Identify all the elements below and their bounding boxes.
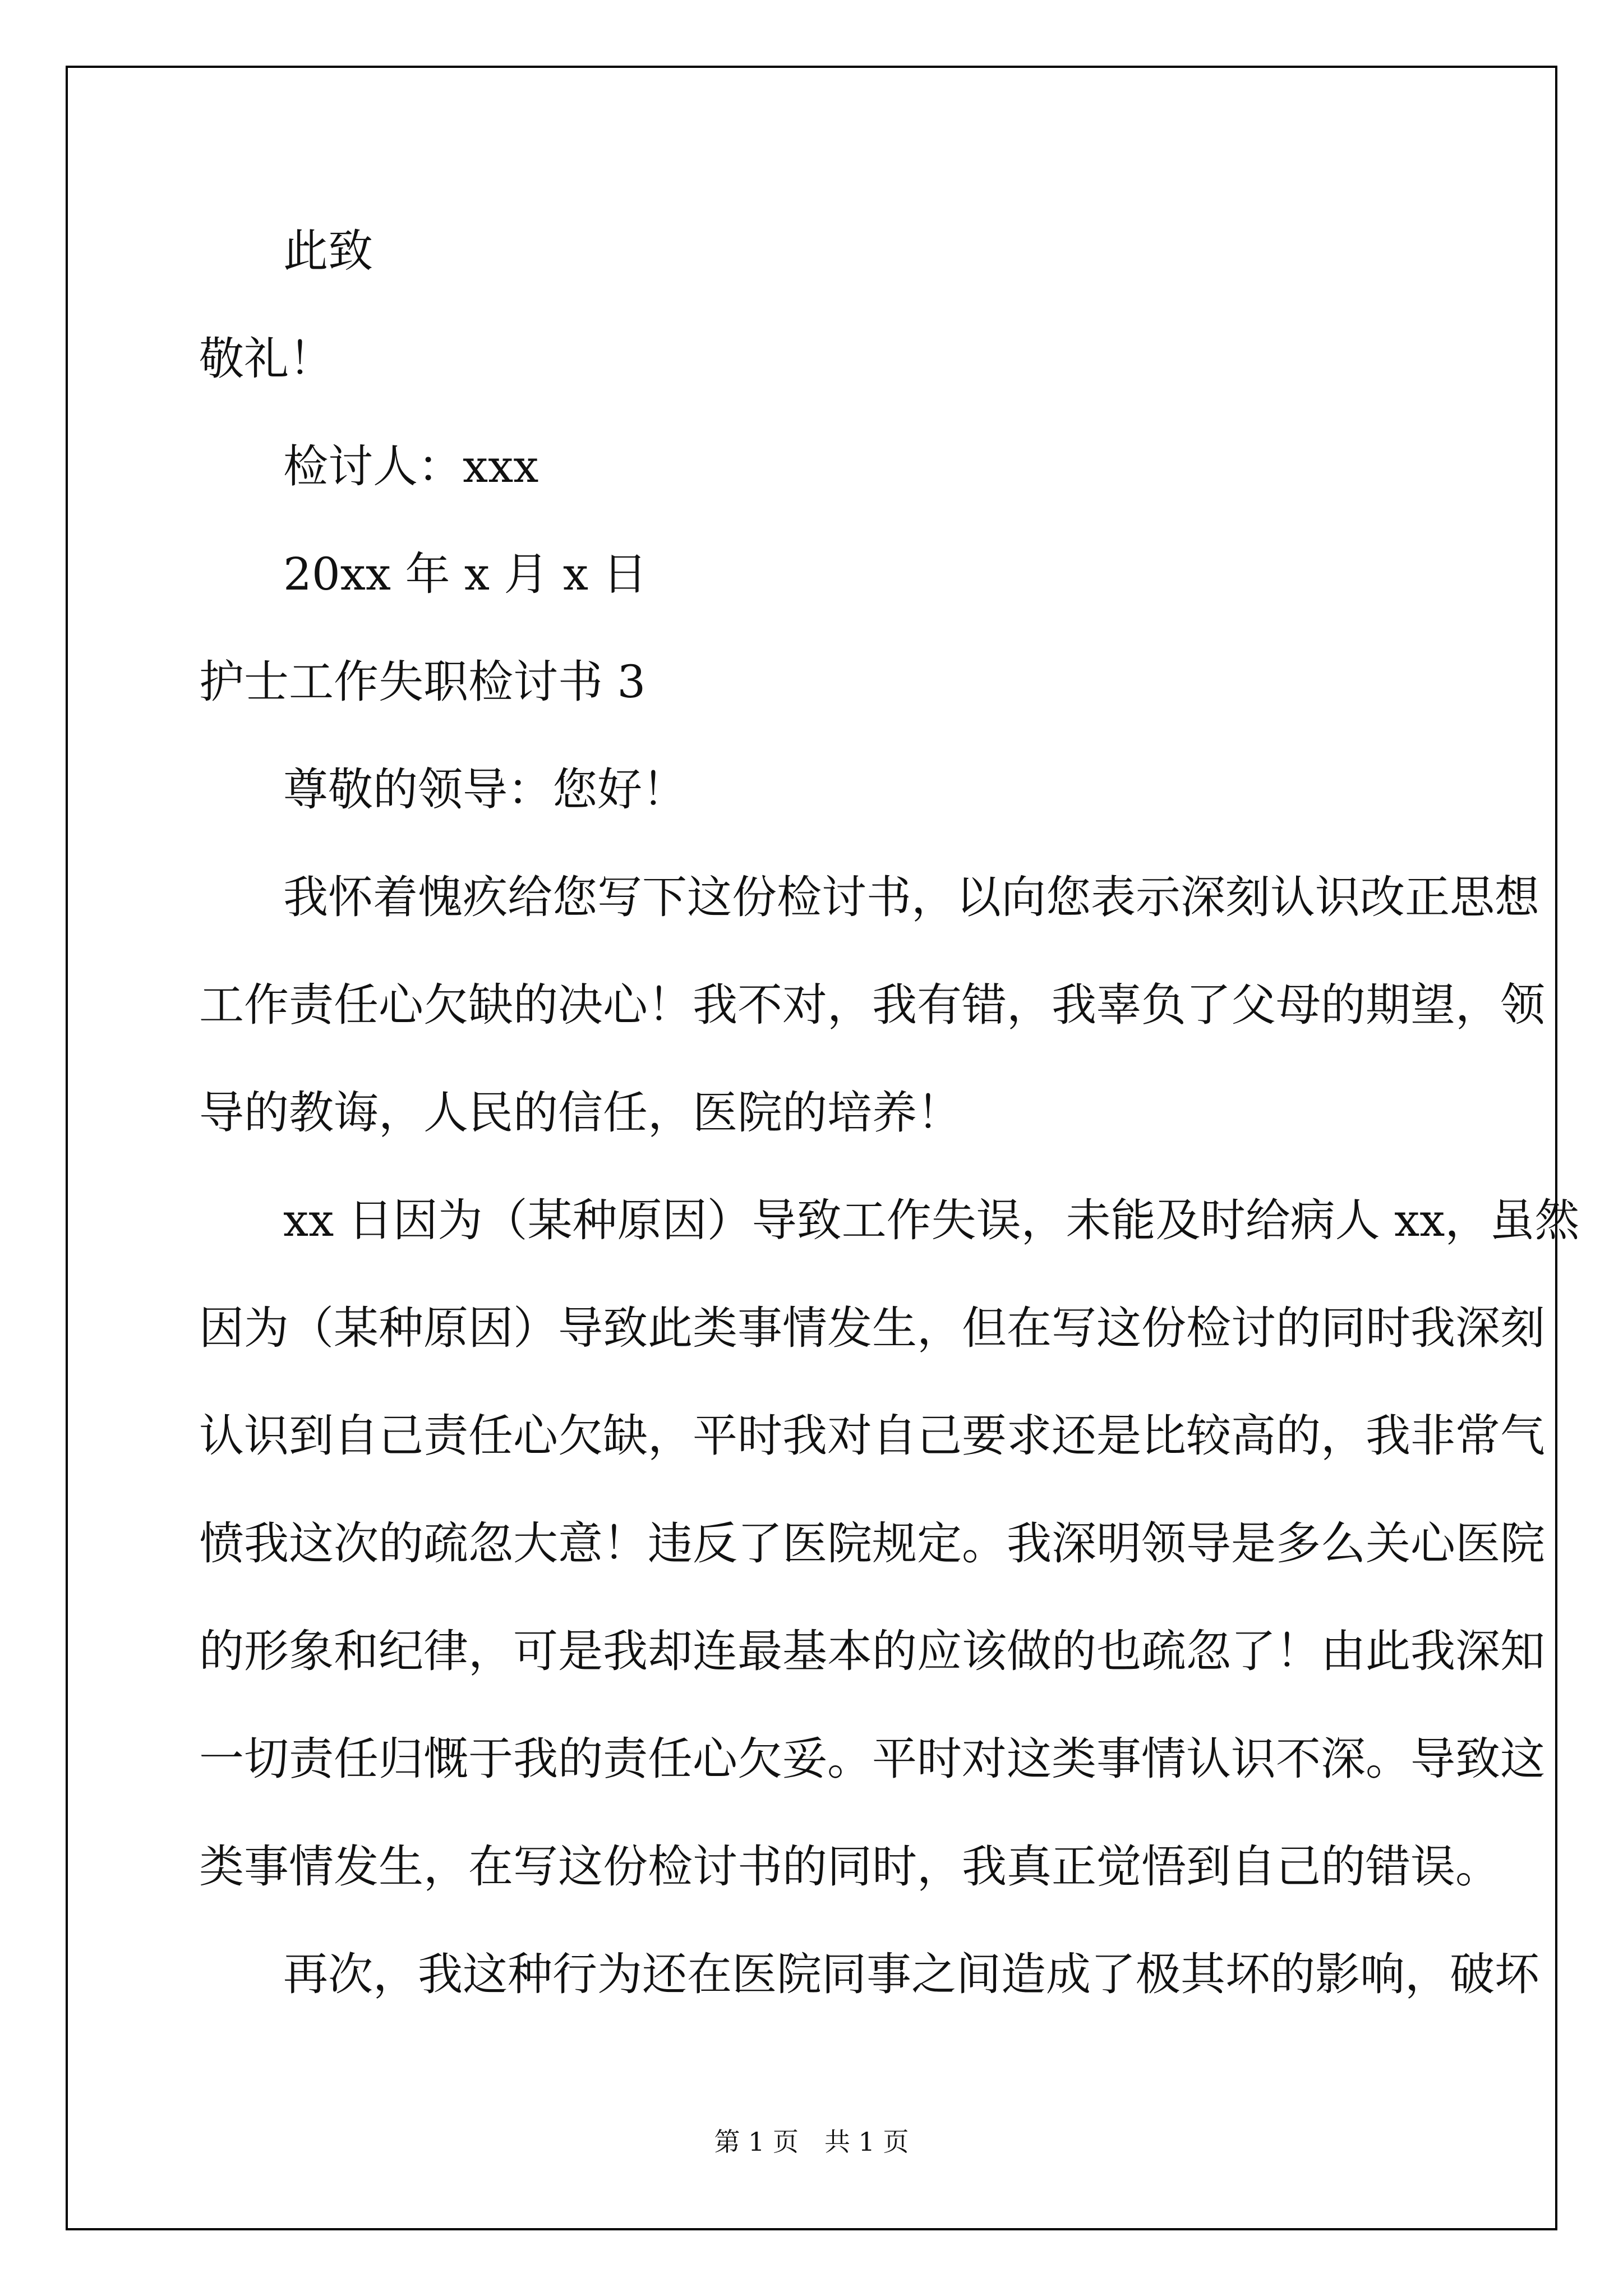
paragraph1-line3: 导的教诲，人民的信任，医院的培养！ <box>199 1087 962 1139</box>
paragraph2-line1: xx 日因为（某种原因）导致工作失误，未能及时给病人 xx，虽然 <box>283 1194 1580 1246</box>
page-border <box>66 66 1580 2230</box>
paragraph1-line1: 我怀着愧疚给您写下这份检讨书，以向您表示深刻认识改正思想 <box>283 871 1539 923</box>
date-line: 20xx 年 x 月 x 日 <box>283 548 648 600</box>
salute-line: 敬礼！ <box>199 333 334 385</box>
closing-line: 此致 <box>283 225 373 277</box>
greeting-line: 尊敬的领导：您好！ <box>283 763 687 816</box>
signer-line: 检讨人：xxx <box>283 440 539 493</box>
page-footer: 第 1 页 共 1 页 <box>714 2127 909 2157</box>
section-title: 护士工作失职检讨书 3 <box>199 656 646 708</box>
paragraph2-line6: 一切责任归慨于我的责任心欠妥。平时对这类事情认识不深。导致这 <box>199 1733 1545 1785</box>
paragraph2-line5: 的形象和纪律，可是我却连最基本的应该做的也疏忽了！由此我深知 <box>199 1625 1545 1677</box>
paragraph2-line3: 认识到自己责任心欠缺，平时我对自己要求还是比较高的，我非常气 <box>199 1410 1545 1462</box>
paragraph2-line4: 愤我这次的疏忽大意！违反了医院规定。我深明领导是多么关心医院 <box>199 1517 1545 1570</box>
paragraph3-line1: 再次，我这种行为还在医院同事之间造成了极其坏的影响，破坏 <box>283 1948 1539 2000</box>
paragraph2-line7: 类事情发生，在写这份检讨书的同时，我真正觉悟到自己的错误。 <box>199 1841 1500 1893</box>
paragraph1-line2: 工作责任心欠缺的决心！我不对，我有错，我辜负了父母的期望，领 <box>199 979 1545 1031</box>
paragraph2-line2: 因为（某种原因）导致此类事情发生，但在写这份检讨的同时我深刻 <box>199 1302 1545 1354</box>
